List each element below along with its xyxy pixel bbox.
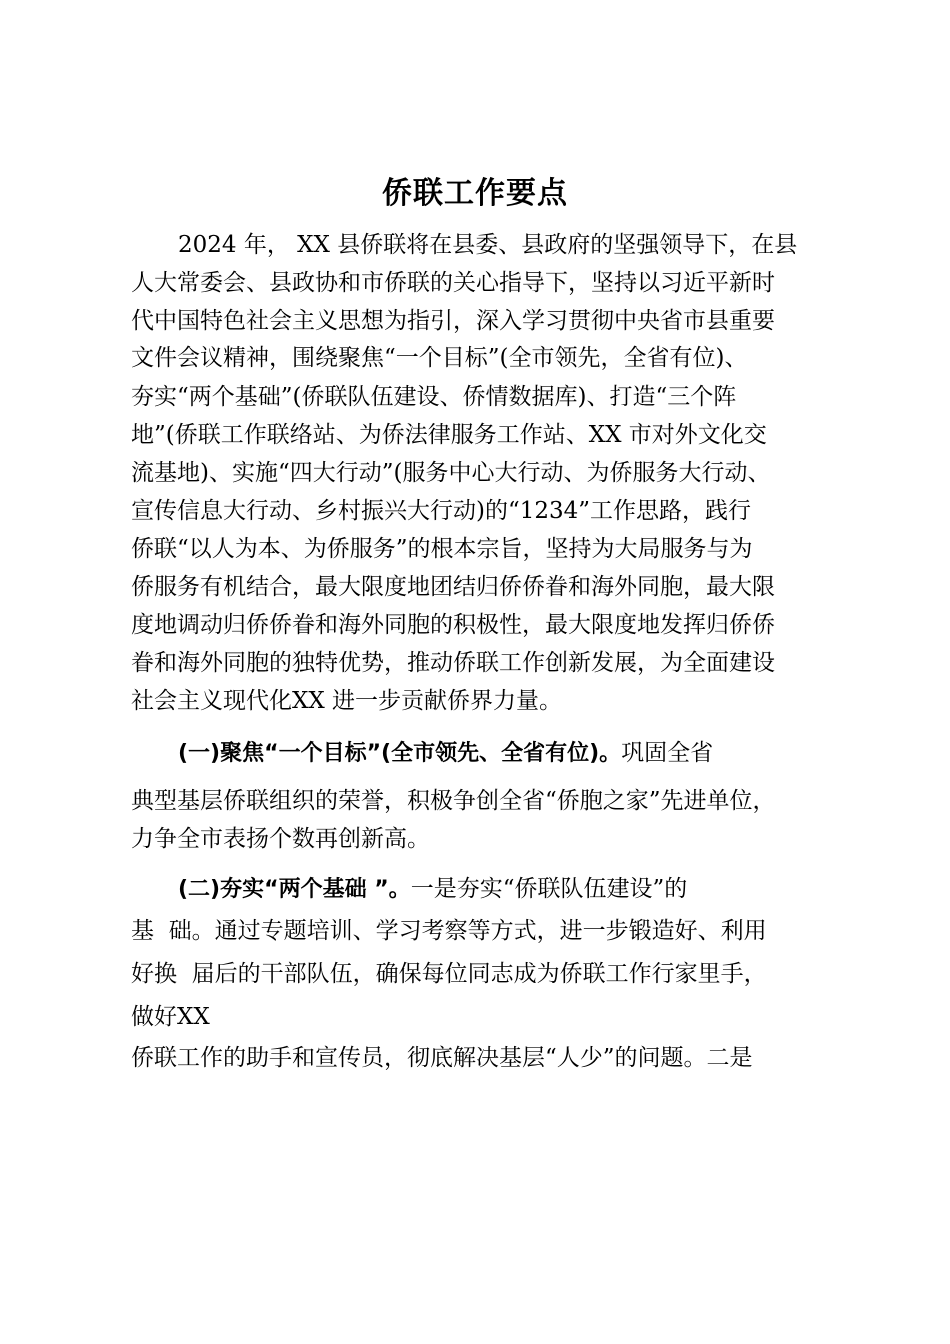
intro-line: 眷和海外同胞的独特优势，推动侨联工作创新发展，为全面建设	[131, 650, 775, 676]
section-one-line: 典型基层侨联组织的荣誉，积极争创全省“侨胞之家”先进单位，	[131, 788, 776, 814]
intro-line: 宣传信息大行动、乡村振兴大行动)的“1234”工作思路，践行	[131, 498, 752, 524]
section-two-line: 好换 届后的干部队伍，确保每位同志成为侨联工作行家里手，	[131, 961, 767, 987]
document-title: 侨联工作要点	[382, 176, 568, 211]
intro-line: 社会主义现代化XX 进一步贡献侨界力量。	[131, 688, 563, 714]
section-one-line: 力争全市表扬个数再创新高。	[131, 826, 430, 852]
section-one-text: 巩固全省	[621, 740, 714, 766]
intro-line: 流基地)、实施“四大行动”(服务中心大行动、为侨服务大行动、	[131, 460, 771, 486]
section-two-line: 做好XX	[131, 1004, 210, 1030]
intro-line: 2024 年， XX 县侨联将在县委、县政府的坚强领导下，在县	[178, 232, 798, 258]
intro-line: 代中国特色社会主义思想为指引，深入学习贯彻中央省市县重要	[131, 308, 775, 334]
intro-line: 人大常委会、县政协和市侨联的关心指导下，坚持以习近平新时	[131, 270, 775, 296]
section-two-text: 一是夯实“侨联队伍建设”的	[410, 876, 688, 902]
section-two-line: 侨联工作的助手和宣传员，彻底解决基层“人少”的问题。二是	[131, 1045, 753, 1071]
section-two-heading: (二)夯实“两个基础 ”。	[178, 877, 411, 902]
intro-line: 度地调动归侨侨眷和海外同胞的积极性，最大限度地发挥归侨侨	[131, 612, 775, 638]
section-one-heading: (一)聚焦“一个目标”(全市领先、全省有位)。	[178, 741, 622, 766]
intro-line: 夯实“两个基础”(侨联队伍建设、侨情数据库)、打造“三个阵	[131, 384, 737, 410]
intro-line: 文件会议精神，围绕聚焦“一个目标”(全市领先，全省有位)、	[131, 345, 748, 371]
section-two-first-line	[178, 872, 878, 907]
section-one-first-line	[178, 736, 878, 771]
intro-line: 地”(侨联工作联络站、为侨法律服务工作站、XX 市对外文化交	[131, 422, 767, 448]
intro-line: 侨联“以人为本、为侨服务”的根本宗旨，坚持为大局服务与为	[131, 536, 753, 562]
section-two-line: 基 础。通过专题培训、学习考察等方式，进一步锻造好、利用	[131, 918, 767, 944]
intro-line: 侨服务有机结合，最大限度地团结归侨侨眷和海外同胞，最大限	[131, 574, 775, 600]
